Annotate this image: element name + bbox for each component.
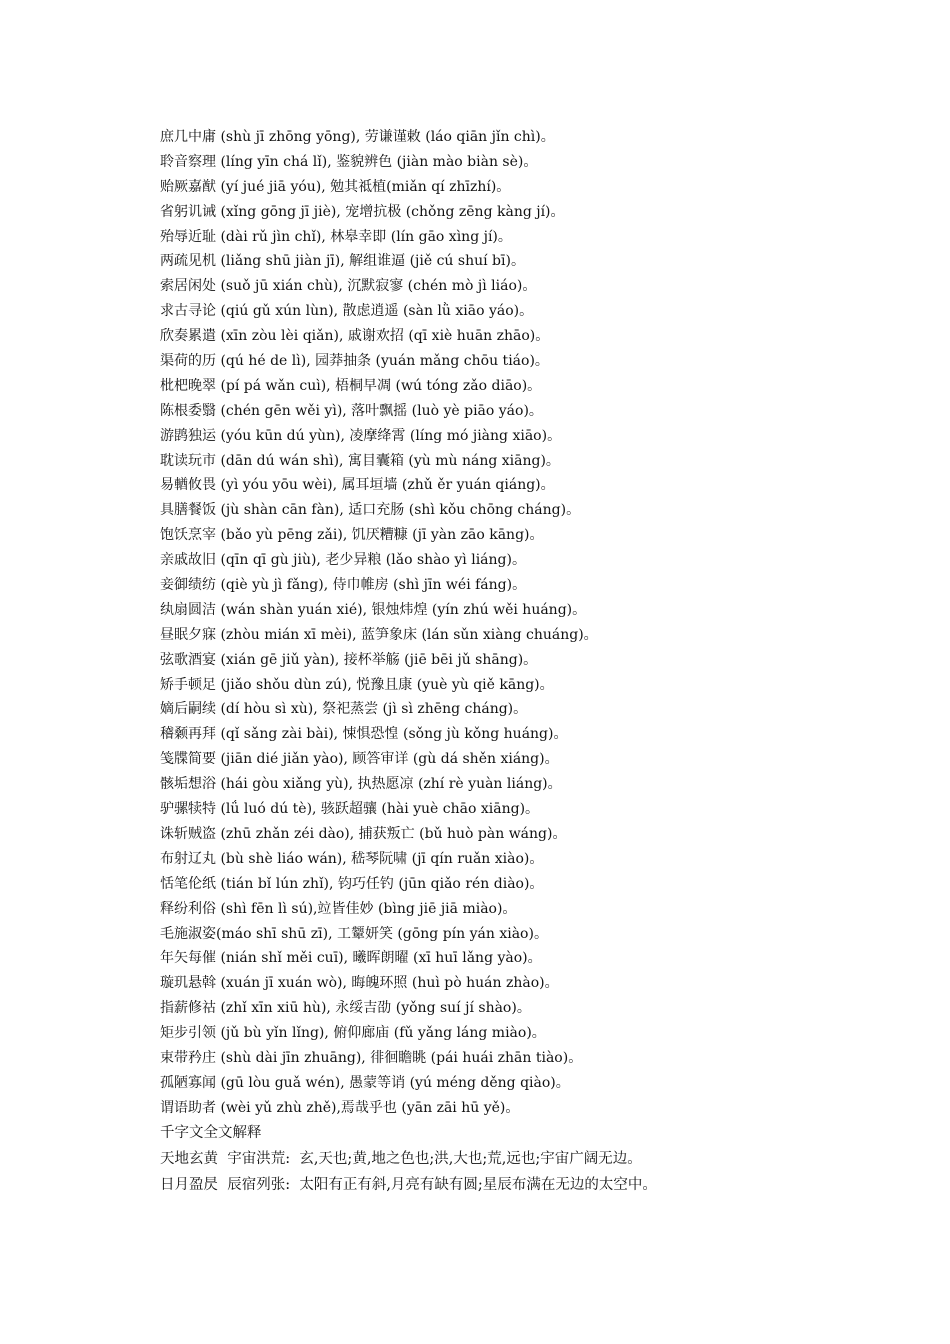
pinyin-line: 指薪修祜 (zhǐ xīn xiū hù), 永绥吉劭 (yǒng suí jí shào)。 — [160, 1000, 531, 1017]
pinyin-line: 渠荷的历 (qú hé de lì), 园莽抽条 (yuán mǎng chōu tiáo)。 — [160, 353, 549, 370]
pinyin-line: 庶几中庸 (shù jī zhōng yōng), 劳谦谨敕 (láo qiān jǐn chì)。 — [160, 129, 555, 145]
pinyin-line: 两疏见机 (liǎng shū jiàn jī), 解组谁逼 (jiě cú shuí bī)。 — [160, 253, 525, 270]
pinyin-line: 骸垢想浴 (hái gòu xiǎng yù), 执热愿凉 (zhí rè yuàn liáng)。 — [160, 776, 562, 793]
pinyin-line: 年矢每催 (nián shǐ měi cuī), 曦晖朗曜 (xī huī lǎng yào)。 — [160, 950, 542, 967]
pinyin-line: 弦歌酒宴 (xián gē jiǔ yàn), 接杯举觞 (jiē bēi jǔ shāng)。 — [160, 651, 538, 668]
pinyin-line: 亲戚故旧 (qīn qī gù jiù), 老少异粮 (lǎo shào yì liáng)。 — [160, 552, 526, 569]
pinyin-line: 恬笔伦纸 (tián bǐ lún zhǐ), 钧巧任钓 (jūn qiǎo rén diào)。 — [160, 875, 544, 892]
pinyin-line: 省躬讥诫 (xǐng gōng jī jiè), 宠增抗极 (chǒng zēng kàng jí)。 — [160, 203, 565, 220]
document-body — [160, 125, 920, 1198]
pinyin-line: 索居闲处 (suǒ jū xián chù), 沉默寂寥 (chén mò jì liáo)。 — [160, 278, 537, 295]
pinyin-line: 释纷利俗 (shì fēn lì sú),竝皆佳妙 (bìng jiē jiā miào)。 — [160, 900, 517, 917]
pinyin-line: 谓语助者 (wèi yǔ zhù zhě),焉哉乎也 (yān zāi hū yě)。 — [160, 1099, 520, 1116]
pinyin-line: 嫡后嗣续 (dí hòu sì xù), 祭祀蒸尝 (jì sì zhēng cháng)。 — [160, 701, 528, 718]
explanation-line: 日月盈昃 辰宿列张: 太阳有正有斜,月亮有缺有圆;星辰布满在无边的太空中。 — [160, 1176, 657, 1193]
pinyin-line: 具膳餐饭 (jù shàn cān fàn), 适口充肠 (shì kǒu chōng cháng)。 — [160, 502, 581, 519]
explanation-line: 天地玄黄 宇宙洪荒: 玄,天也;黄,地之色也;洪,大也;荒,远也;宇宙广阔无边。 — [160, 1150, 642, 1167]
pinyin-line: 诛斩贼盗 (zhū zhǎn zéi dào), 捕获叛亡 (bǔ huò pàn wáng)。 — [160, 825, 567, 842]
pinyin-line: 布射辽丸 (bù shè liáo wán), 嵇琴阮啸 (jī qín ruǎn xiào)。 — [160, 850, 544, 867]
pinyin-line: 饱饫烹宰 (bǎo yù pēng zǎi), 饥厌糟糠 (jī yàn zāo kāng)。 — [160, 527, 544, 544]
pinyin-line: 矫手顿足 (jiǎo shǒu dùn zú), 悦豫且康 (yuè yù qiě kāng)。 — [160, 676, 554, 693]
pinyin-line-list — [160, 125, 920, 1121]
pinyin-line: 束带矜庄 (shù dài jīn zhuāng), 徘徊瞻眺 (pái huái zhān tiào)。 — [160, 1049, 583, 1066]
pinyin-line: 驴骡犊特 (lǘ luó dú tè), 骇跃超骧 (hài yuè chāo xiāng)。 — [160, 801, 540, 818]
pinyin-line: 殆辱近耻 (dài rǔ jìn chǐ), 林皋幸即 (lín gāo xìng jí)。 — [160, 228, 512, 245]
pinyin-line: 游鹍独运 (yóu kūn dú yùn), 凌摩绛霄 (líng mó jiàng xiāo)。 — [160, 427, 562, 444]
section-heading: 千字文全文解释 — [160, 1124, 262, 1141]
pinyin-line: 璇玑悬斡 (xuán jī xuán wò), 晦魄环照 (huì pò huán zhào)。 — [160, 975, 559, 992]
pinyin-line: 妾御绩纺 (qiè yù jì fǎng), 侍巾帷房 (shì jīn wéi fáng)。 — [160, 577, 527, 594]
explanation-list — [160, 1146, 920, 1198]
pinyin-line: 毛施淑姿(máo shī shū zī), 工颦妍笑 (gōng pín yán xiào)。 — [160, 925, 548, 942]
pinyin-line: 耽读玩市 (dān dú wán shì), 寓目囊箱 (yù mù náng xiāng)。 — [160, 452, 560, 469]
pinyin-line: 孤陋寡闻 (gū lòu guǎ wén), 愚蒙等诮 (yú méng děng qiào)。 — [160, 1074, 570, 1091]
pinyin-line: 求古寻论 (qiú gǔ xún lùn), 散虑逍遥 (sàn lǜ xiāo yáo)。 — [160, 303, 534, 320]
pinyin-line: 枇杷晚翠 (pí pá wǎn cuì), 梧桐早凋 (wú tóng zǎo diāo)。 — [160, 377, 542, 394]
pinyin-line: 聆音察理 (líng yīn chá lǐ), 鉴貌辨色 (jiàn mào biàn sè)。 — [160, 153, 538, 170]
pinyin-line: 稽颡再拜 (qǐ sǎng zài bài), 悚惧恐惶 (sǒng jù kǒng huáng)。 — [160, 726, 568, 743]
pinyin-line: 纨扇圆洁 (wán shàn yuán xié), 银烛炜煌 (yín zhú wěi huáng)。 — [160, 601, 587, 618]
pinyin-line: 贻厥嘉猷 (yí jué jiā yóu), 勉其祗植(miǎn qí zhīzhí)。 — [160, 178, 511, 195]
pinyin-line: 昼眠夕寐 (zhòu mián xī mèi), 蓝笋象床 (lán sǔn xiàng chuáng)。 — [160, 626, 598, 643]
pinyin-line: 易輶攸畏 (yì yóu yōu wèi), 属耳垣墙 (zhǔ ěr yuán qiáng)。 — [160, 477, 555, 494]
pinyin-line: 陈根委翳 (chén gēn wěi yì), 落叶飘摇 (luò yè piāo yáo)。 — [160, 402, 543, 419]
pinyin-line: 欣奏累遣 (xīn zòu lèi qiǎn), 戚谢欢招 (qī xiè huān zhāo)。 — [160, 328, 550, 345]
pinyin-line: 笺牒简要 (jiān dié jiǎn yào), 顾答审详 (gù dá shěn xiáng)。 — [160, 751, 559, 768]
pinyin-line: 矩步引领 (jǔ bù yǐn lǐng), 俯仰廊庙 (fǔ yǎng láng miào)。 — [160, 1025, 546, 1042]
